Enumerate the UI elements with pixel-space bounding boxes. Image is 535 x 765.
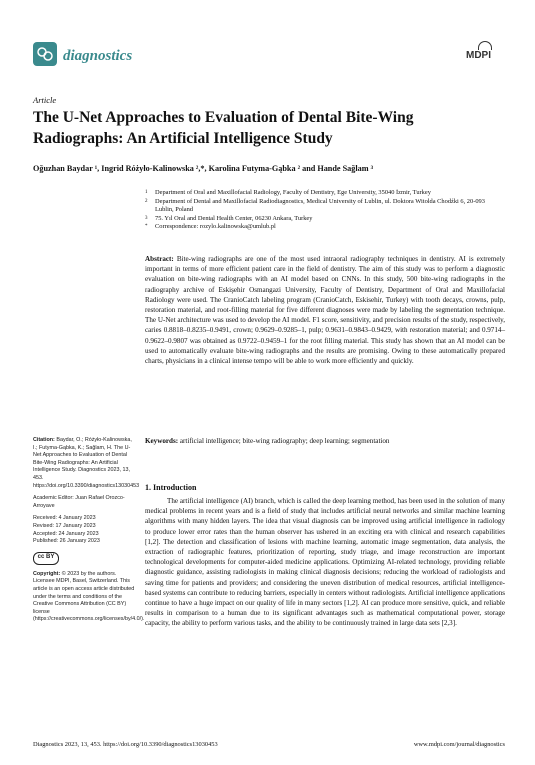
abstract bbox=[145, 254, 505, 366]
publisher-logo[interactable]: MDPI bbox=[466, 50, 491, 61]
correspondence-email[interactable]: Correspondence: rozylo.kalinowska@umlub.pl bbox=[155, 223, 276, 231]
citation-label: Citation: bbox=[33, 437, 55, 443]
citation-text[interactable]: Baydar, O.; Różyło-Kalinowska, I.; Futyma-Gąbka, K.; Sağlam, H. The U-Net Approaches to Evaluation of Dental Bite-Wing Radiographs: An Artificial Intelligence Study. Diagnostics 2023, 13, 453. https://doi.org/10.3390/diagnostics13030453 bbox=[33, 437, 140, 489]
date-published: Published: 26 January 2023 bbox=[33, 538, 100, 545]
abstract-label: Abstract: bbox=[145, 255, 174, 263]
affiliation-number: 2 bbox=[145, 198, 148, 204]
author-list: Oğuzhan Baydar ¹, Ingrid Różyło-Kalinowska ²,*, Karolina Futyma-Gąbka ² and Hande Sağlam ³ bbox=[33, 164, 374, 173]
footer-journal-url[interactable]: www.mdpi.com/journal/diagnostics bbox=[413, 741, 505, 748]
mdpi-logo-icon bbox=[478, 41, 492, 50]
cc-license-icon[interactable]: cc BY bbox=[33, 552, 59, 565]
keywords bbox=[145, 437, 505, 445]
affiliation-text: Department of Dental and Maxillofacial Radiodiagnostics, Medical University of Lublin, ul. Doktora Witolda Chodźki 6, 20-093 Lublin, Poland bbox=[155, 197, 485, 214]
citation-block bbox=[33, 437, 140, 490]
keywords-text: artificial intelligence; bite-wing radiography; deep learning; segmentation bbox=[179, 437, 390, 445]
date-accepted: Accepted: 24 January 2023 bbox=[33, 530, 99, 537]
affiliation-number: 3 bbox=[145, 215, 148, 221]
affiliation-item bbox=[145, 215, 505, 224]
copyright-label: Copyright: bbox=[33, 570, 61, 577]
affiliation-number: * bbox=[145, 224, 148, 230]
diagnostics-logo-icon bbox=[33, 42, 57, 66]
paper-title: The U-Net Approaches to Evaluation of Dental Bite-Wing Radiographs: An Artificial Intelligence Study bbox=[33, 109, 414, 147]
academic-editor: Academic Editor: Juan Rafael Orozco-Arroyave bbox=[33, 495, 125, 509]
affiliation-list bbox=[145, 189, 505, 232]
abstract-text: Bite-wing radiographs are one of the most used intraoral radiography techniques in dentistry. AI is extremely important in terms of more efficient patient care in the field of dentistry. The aim of this study was to perform a diagnostic evaluation on bite-wing radiographs with an AI model based on CNNs. In this study, 500 bite-wing radiographs in the radiography archive of Eskişehir Osmangazi University, Faculty of Dentistry, Department of Oral and Maxillofacial Radiology were used. The CranioCatch labeling program (CranioCatch, Eskisehir, Turkey) with tooth decays, crowns, pulp, restoration material, and root-filling material for five different diagnoses were made by labeling the segmentation technique. The U-Net architecture was used to develop the AI model. F1 score, sensitivity, and precision results of the study, respectively, caries 0.8818–0.8235–0.9491, crown; 0.9629–0.9285–1, pulp; 0.9631–0.9843–0.9429, with restoration material; and 0.9714–0.9622–0.9807 was obtained as 0.9722–0.9459–1 for the root filling material. This study has shown that an AI model can be used to automatically evaluate bite-wing radiographs and the results are promising. Owing to these automatically prepared charts, physicians in a clinical intense tempo will be able to work more efficiently and quickly. bbox=[145, 255, 505, 366]
keywords-label: Keywords: bbox=[145, 437, 179, 445]
affiliation-item bbox=[145, 223, 505, 232]
copyright-text: © 2023 by the authors. Licensee MDPI, Basel, Switzerland. This article is an open access article distributed under the terms and conditions of the Creative Commons Attribution (CC BY) license (https://creativecommons.org/licenses/by/4.0/). bbox=[33, 570, 145, 623]
affiliation-text: Department of Oral and Maxillofacial Radiology, Faculty of Dentistry, Ege University, 35040 İzmir, Turkey bbox=[155, 189, 431, 196]
date-received: Received: 4 January 2023 bbox=[33, 515, 96, 522]
journal-name[interactable]: diagnostics bbox=[63, 48, 133, 64]
affiliation-text: 75. Yıl Oral and Dental Health Center, 06230 Ankara, Turkey bbox=[155, 214, 313, 222]
affiliation-item bbox=[145, 189, 505, 198]
date-revised: Revised: 17 January 2023 bbox=[33, 522, 96, 529]
article-type: Article bbox=[33, 95, 57, 105]
article-sidebar bbox=[33, 437, 145, 629]
copyright-block bbox=[33, 570, 145, 624]
section-body: The artificial intelligence (AI) branch, which is called the deep learning method, has been used in the solution of many medical problems in recent years and is a field of study that includes artificial neural networks and similar machine learning algorithms with many hidden layers. The idea that visual diagnosis can be improved using artificial intelligence in radiology to produce lower error rates than the human observer has ushered in an exciting era with clinical and research capabilities [1,2]. The detection and classification of lesions with machine learning, automatic image segmentation, data analysis, the extraction of radiographic features, prioritization of reporting, study triage, and image reconstruction are important technological developments for computer-aided medicine applications. Optimizing AI-related technology, providing reliable diagnostic guidance, assisting radiologists in making clinical diagnosis decisions; reducing the workload of radiologists and saving time for patients and providers; and considering the uneven distribution of medical resources, artificial intelligence-based systems can contribute to reducing barriers, especially in centers without radiologists. Artificial intelligence applications continue to have a huge impact on our quality of life in many sectors [1,2]. AI can produce more sensitive, quick, and reliable results in comparison to a human due to its significant advantages such as mathematical computational power, storage capacity, the ability to perform various tasks, and the ability to be continuously trained in large data sets [2,3]. bbox=[145, 497, 505, 628]
section-heading: 1. Introduction bbox=[145, 483, 197, 492]
affiliation-item bbox=[145, 198, 505, 215]
journal-logo-icon bbox=[33, 42, 57, 66]
affiliation-number: 1 bbox=[145, 190, 148, 195]
footer-citation[interactable]: Diagnostics 2023, 13, 453. https://doi.org/10.3390/diagnostics13030453 bbox=[33, 741, 218, 748]
